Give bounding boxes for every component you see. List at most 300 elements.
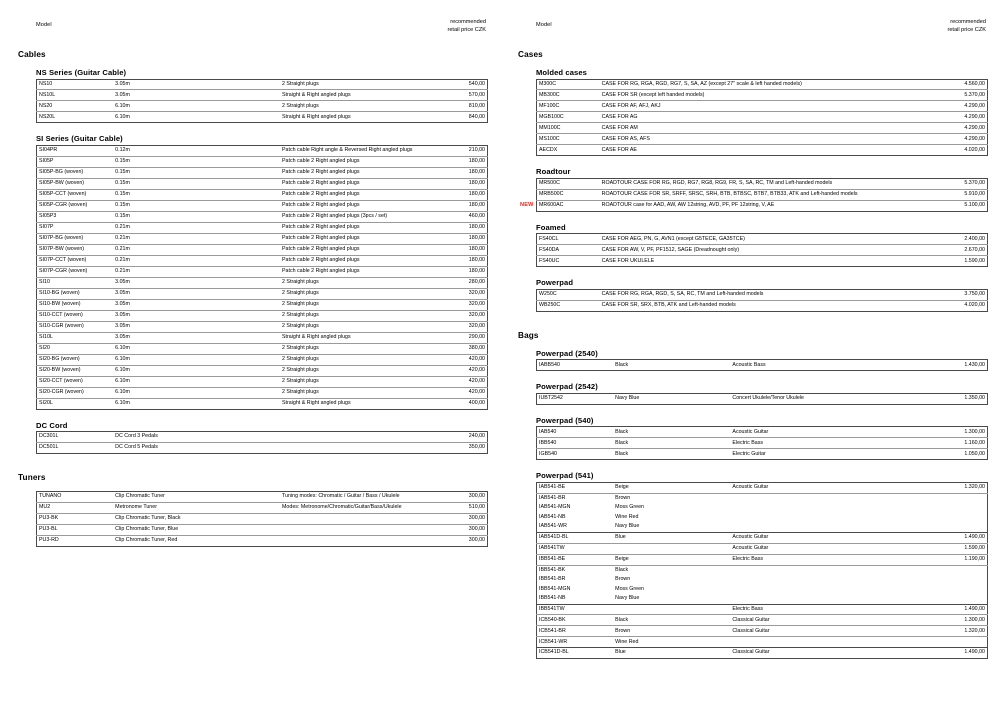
cell-model: SI07P-BW (woven) xyxy=(37,244,114,255)
cell-model: SI05P-BG (woven) xyxy=(37,167,114,178)
cell-spec: 6.10m xyxy=(113,101,280,112)
cell-color: Beige xyxy=(613,554,730,565)
cell-price: 180,00 xyxy=(429,233,488,244)
product-group xyxy=(36,421,488,454)
price-table xyxy=(536,233,988,267)
cell-spec: 3.05m xyxy=(113,321,280,332)
cell-description: Electric Bass xyxy=(730,604,928,615)
table-row xyxy=(37,211,488,222)
table-row xyxy=(537,565,988,575)
bags-groups xyxy=(518,349,988,659)
cell-model: IABB540 xyxy=(539,361,560,368)
cell-spec: 6.10m xyxy=(113,343,280,354)
cell-model: MM100C xyxy=(537,123,600,134)
table-row xyxy=(537,134,988,145)
table-row-new xyxy=(537,200,988,211)
group-title: Powerpad (541) xyxy=(536,471,594,481)
cell-model: IBB541TW xyxy=(537,604,614,615)
cell-price xyxy=(929,594,988,604)
table-row xyxy=(537,615,988,626)
cell-description xyxy=(280,535,429,546)
cell-description: Patch cable 2 Right angled plugs xyxy=(280,244,429,255)
cell-price: 180,00 xyxy=(429,266,488,277)
cell-price: 4.020,00 xyxy=(929,300,988,311)
price-column-label xyxy=(447,18,486,34)
cell-spec: Clip Chromatic Tuner, Red xyxy=(113,535,280,546)
cell-color: Blue xyxy=(613,647,730,658)
cell-description: 2 Straight plugs xyxy=(280,354,429,365)
cell-spec: 0.15m xyxy=(113,200,280,211)
cell-spec: 3.05m xyxy=(113,288,280,299)
table-row xyxy=(37,432,488,443)
cell-spec: 6.10m xyxy=(113,387,280,398)
cell-description: CASE FOR SR, SRX, BTB, ATK and Left-handed models xyxy=(600,300,929,311)
price-table xyxy=(536,79,988,157)
table-row xyxy=(37,492,488,503)
cell-description: Patch cable 2 Right angled plugs xyxy=(280,200,429,211)
table-row xyxy=(37,332,488,343)
cell-price xyxy=(929,585,988,594)
table-row xyxy=(37,266,488,277)
model-column-label: Model xyxy=(36,22,52,28)
cell-spec: 3.05m xyxy=(113,310,280,321)
cell-price: 1.190,00 xyxy=(929,554,988,565)
price-table xyxy=(36,79,488,124)
cell-color: Black xyxy=(613,615,730,626)
group-title: Powerpad xyxy=(536,278,574,288)
cell-spec: 0.21m xyxy=(113,222,280,233)
cell-model: IAB541-NB xyxy=(539,513,566,520)
product-group xyxy=(520,167,988,211)
cell-model: MS100C xyxy=(537,134,600,145)
cell-description xyxy=(730,522,928,532)
cell-description xyxy=(730,513,928,522)
cell-description: Acoustic Bass xyxy=(732,361,766,368)
cell-description xyxy=(730,493,928,503)
cell-price: 1.320,00 xyxy=(929,482,988,493)
product-group xyxy=(536,68,988,156)
cell-price: 180,00 xyxy=(429,244,488,255)
cell-description: Patch cable 2 Right angled plugs xyxy=(280,222,429,233)
table-row xyxy=(537,532,988,543)
cell-description: 2 Straight plugs xyxy=(280,79,429,90)
cell-price: 1.050,00 xyxy=(929,449,988,460)
cell-model: TUNANO xyxy=(37,492,114,503)
cell-description: 2 Straight plugs xyxy=(280,310,429,321)
price-table xyxy=(536,359,988,371)
cell-price xyxy=(929,513,988,522)
cell-price: 460,00 xyxy=(429,211,488,222)
cell-model: NS20L xyxy=(37,112,114,123)
cell-model: DC301L xyxy=(37,432,114,443)
price-table xyxy=(536,482,988,659)
cell-model: MGB100C xyxy=(537,112,600,123)
cell-price: 180,00 xyxy=(429,222,488,233)
cell-model: PU3-BL xyxy=(37,524,114,535)
cell-description: 2 Straight plugs xyxy=(280,343,429,354)
cell-color: Black xyxy=(615,566,629,573)
cell-description: CASE FOR RG, RGA, RGD, RG7, S, SA, AZ (except 27" scale & left handed models) xyxy=(600,79,929,90)
table-row xyxy=(37,101,488,112)
product-group xyxy=(536,471,988,659)
cell-description: Acoustic Guitar xyxy=(730,427,928,438)
cell-model: SI20-BW (woven) xyxy=(37,365,114,376)
product-group xyxy=(36,68,488,123)
cell-model: DC501L xyxy=(37,443,114,454)
cell-spec: 0.12m xyxy=(113,145,280,156)
price-label-line2-right: retail price CZK xyxy=(947,27,986,34)
cell-description xyxy=(730,575,928,584)
cell-description: 2 Straight plugs xyxy=(280,365,429,376)
cell-model: IAB541TW xyxy=(537,543,614,554)
cell-description: Straight & Right angled plugs xyxy=(280,332,429,343)
cell-model: MR500C xyxy=(537,178,600,189)
table-row xyxy=(537,393,988,404)
cell-description: 2 Straight plugs xyxy=(280,387,429,398)
cell-price: 4.560,00 xyxy=(929,79,988,90)
cell-description: Concert Ukulele/Tenor Ukulele xyxy=(732,395,804,402)
table-row xyxy=(37,156,488,167)
cell-spec: 0.21m xyxy=(113,255,280,266)
table-row xyxy=(37,90,488,101)
cell-model: AECDX xyxy=(537,145,600,156)
cell-color: Blue xyxy=(613,532,730,543)
cell-description xyxy=(730,565,928,575)
cell-description: Classical Guitar xyxy=(730,615,928,626)
table-row xyxy=(537,604,988,615)
table-row xyxy=(537,189,988,200)
cell-color: Moss Green xyxy=(615,504,645,511)
product-group xyxy=(536,382,988,404)
cell-description: Acoustic Guitar xyxy=(730,543,928,554)
cell-model: FS40CL xyxy=(537,234,600,245)
cell-description: 2 Straight plugs xyxy=(280,376,429,387)
cell-model: FS40UC xyxy=(537,256,600,267)
section-title-cables: Cables xyxy=(18,50,46,59)
cell-price: 180,00 xyxy=(429,200,488,211)
cell-model: SI05P-CGR (woven) xyxy=(37,200,114,211)
table-row xyxy=(537,289,988,300)
cell-description xyxy=(730,585,928,594)
cell-price: 420,00 xyxy=(429,365,488,376)
product-group xyxy=(536,223,988,267)
cell-model: IBB541-BE xyxy=(537,554,614,565)
table-row xyxy=(537,449,988,460)
cell-price: 4.020,00 xyxy=(929,145,988,156)
cell-price: 300,00 xyxy=(429,535,488,546)
cell-model: NS10L xyxy=(37,90,114,101)
table-row xyxy=(537,300,988,311)
price-label-line2: retail price CZK xyxy=(447,27,486,34)
cell-model: IBB541-NB xyxy=(539,595,566,602)
cell-model: MRB500C xyxy=(537,189,600,200)
cell-description xyxy=(280,524,429,535)
price-table xyxy=(36,431,488,454)
table-row xyxy=(537,438,988,449)
cell-price: 5.100,00 xyxy=(929,200,988,211)
cell-description: CASE FOR AG xyxy=(600,112,929,123)
cell-color: Beige xyxy=(613,482,730,493)
cell-spec: 6.10m xyxy=(113,365,280,376)
table-row xyxy=(37,178,488,189)
cell-color: Brown xyxy=(613,626,730,637)
group-title: Foamed xyxy=(536,222,566,232)
cell-model: SI07P-CGR (woven) xyxy=(37,266,114,277)
product-group xyxy=(36,491,488,547)
cell-price: 280,00 xyxy=(429,277,488,288)
table-row xyxy=(37,321,488,332)
cell-price: 1.490,00 xyxy=(929,532,988,543)
cell-model: IAB541-BE xyxy=(537,482,614,493)
cell-price: 5.370,00 xyxy=(929,90,988,101)
cell-description: CASE FOR UKULELE xyxy=(600,256,929,267)
table-row xyxy=(537,178,988,189)
cell-description: ROADTOUR CASE FOR RG, RGD, RG7, RG8, RG9, FR, S, SA, RC, TM and Left-handed models xyxy=(600,178,929,189)
cell-model: SI10L xyxy=(37,332,114,343)
cell-price xyxy=(929,565,988,575)
cell-color: Black xyxy=(613,438,730,449)
section-title-tuners: Tuners xyxy=(18,473,46,483)
cell-model: PU3-RD xyxy=(37,535,114,546)
cell-price: 4.290,00 xyxy=(929,134,988,145)
table-row xyxy=(37,443,488,454)
cell-price: 810,00 xyxy=(429,101,488,112)
cell-model: W250C xyxy=(537,289,600,300)
group-title: Powerpad (2542) xyxy=(536,382,598,392)
cell-model: IBB541-BR xyxy=(539,576,566,583)
cell-description: Patch cable 2 Right angled plugs xyxy=(280,178,429,189)
table-row xyxy=(37,514,488,525)
cases-groups xyxy=(518,68,988,312)
price-label-line1: recommended xyxy=(450,19,486,25)
cell-model: SI20 xyxy=(37,343,114,354)
cell-model: SI20-BG (woven) xyxy=(37,354,114,365)
table-row xyxy=(537,482,988,493)
cell-price xyxy=(929,503,988,512)
cell-spec: 0.15m xyxy=(113,178,280,189)
table-row xyxy=(537,493,988,503)
cell-price: 510,00 xyxy=(429,503,488,514)
cell-price xyxy=(929,493,988,503)
table-row xyxy=(537,626,988,637)
price-label-line1-right: recommended xyxy=(950,19,986,25)
cell-spec: 6.10m xyxy=(113,354,280,365)
cell-model: SI20-CGR (woven) xyxy=(37,387,114,398)
cell-model: IGB540 xyxy=(537,449,614,460)
cell-spec: Clip Chromatic Tuner xyxy=(113,492,280,503)
cell-price: 1.490,00 xyxy=(929,647,988,658)
cell-price: 4.290,00 xyxy=(929,112,988,123)
group-title: Molded cases xyxy=(536,68,588,77)
right-column xyxy=(500,0,1000,707)
cell-description: 2 Straight plugs xyxy=(280,288,429,299)
cell-price: 5.910,00 xyxy=(929,189,988,200)
cell-description: Straight & Right angled plugs xyxy=(280,398,429,409)
cell-description: Patch cable 2 Right angled plugs (3pcs / set) xyxy=(280,211,429,222)
cell-model: SI07P-BG (woven) xyxy=(37,233,114,244)
cell-spec: 3.05m xyxy=(113,90,280,101)
cell-price: 320,00 xyxy=(429,299,488,310)
cell-model: SI04PR xyxy=(37,145,114,156)
cell-color: Black xyxy=(613,427,730,438)
table-row xyxy=(37,222,488,233)
table-row xyxy=(37,299,488,310)
cell-price: 1.590,00 xyxy=(929,256,988,267)
cell-price: 300,00 xyxy=(429,492,488,503)
cell-spec: 3.05m xyxy=(113,277,280,288)
cell-price: 400,00 xyxy=(429,398,488,409)
cell-model: SI20L xyxy=(37,398,114,409)
cell-description: Electric Bass xyxy=(730,554,928,565)
table-row xyxy=(537,234,988,245)
cell-price: 380,00 xyxy=(429,343,488,354)
cell-price: 180,00 xyxy=(429,255,488,266)
cell-model: MB300C xyxy=(537,90,600,101)
cell-description: Patch cable 2 Right angled plugs xyxy=(280,156,429,167)
cell-description: Patch cable 2 Right angled plugs xyxy=(280,189,429,200)
cell-description: Patch cable 2 Right angled plugs xyxy=(280,266,429,277)
product-group xyxy=(536,416,988,460)
table-row xyxy=(37,145,488,156)
cell-model: SI05P3 xyxy=(37,211,114,222)
cell-description xyxy=(730,503,928,512)
table-row xyxy=(537,79,988,90)
cell-color: Black xyxy=(615,361,629,368)
cell-price: 320,00 xyxy=(429,321,488,332)
group-title: Powerpad (2540) xyxy=(536,348,598,358)
cell-model: ICB541D-BL xyxy=(537,647,614,658)
table-row xyxy=(37,535,488,546)
cell-price: 840,00 xyxy=(429,112,488,123)
cell-spec: Clip Chromatic Tuner, Black xyxy=(113,514,280,525)
cell-description: ROADTOUR case for AAD, AW, AW 12string, AVD, PF, PF 12string, V, AE xyxy=(600,200,929,211)
cell-price: 1.300,00 xyxy=(929,615,988,626)
cell-spec: 3.05m xyxy=(113,332,280,343)
cell-model: SI10-BG (woven) xyxy=(37,288,114,299)
cell-price: 420,00 xyxy=(429,387,488,398)
cell-price: 290,00 xyxy=(429,332,488,343)
cell-price: 1.490,00 xyxy=(929,604,988,615)
new-badge: NEW xyxy=(520,201,534,208)
group-title: DC Cord xyxy=(36,420,68,430)
table-row xyxy=(537,522,988,532)
table-row xyxy=(537,637,988,647)
cell-description: 2 Straight plugs xyxy=(280,277,429,288)
cell-price: 240,00 xyxy=(429,432,488,443)
cell-spec: 6.10m xyxy=(113,398,280,409)
cell-spec: Metronome Tuner xyxy=(113,503,280,514)
table-row xyxy=(537,543,988,554)
table-row xyxy=(37,112,488,123)
cell-spec: 0.21m xyxy=(113,244,280,255)
cell-description: Acoustic Guitar xyxy=(730,532,928,543)
cell-model: WB250C xyxy=(537,300,600,311)
table-row xyxy=(537,427,988,438)
cell-model: MR600AC xyxy=(537,200,600,211)
cell-price: 350,00 xyxy=(429,443,488,454)
price-table xyxy=(536,289,988,312)
cell-price: 210,00 xyxy=(429,145,488,156)
product-group xyxy=(536,278,988,311)
cell-price: 420,00 xyxy=(429,354,488,365)
cell-spec: 3.05m xyxy=(113,79,280,90)
product-group xyxy=(36,134,488,409)
table-row xyxy=(537,585,988,594)
cell-price: 540,00 xyxy=(429,79,488,90)
table-row xyxy=(537,123,988,134)
table-row xyxy=(537,112,988,123)
cell-description: CASE FOR SR (except left handed models) xyxy=(600,90,929,101)
table-row xyxy=(37,310,488,321)
cell-description: Classical Guitar xyxy=(730,626,928,637)
cell-model: IAB540 xyxy=(537,427,614,438)
table-row xyxy=(537,145,988,156)
cell-spec: 6.10m xyxy=(113,112,280,123)
cell-price: 3.750,00 xyxy=(929,289,988,300)
cell-price: 180,00 xyxy=(429,156,488,167)
price-table xyxy=(536,393,988,405)
cell-model: IUBT2542 xyxy=(539,395,563,402)
cell-model: SI05P-BW (woven) xyxy=(37,178,114,189)
cell-color: Black xyxy=(613,449,730,460)
group-title: NS Series (Guitar Cable) xyxy=(36,68,127,77)
table-row xyxy=(37,398,488,409)
cell-price: 180,00 xyxy=(429,178,488,189)
cell-model: IAB541-MGN xyxy=(539,504,571,511)
right-column-header xyxy=(518,18,988,44)
price-table xyxy=(36,491,488,547)
cell-model: SI10-BW (woven) xyxy=(37,299,114,310)
table-row xyxy=(537,554,988,565)
cell-model: ICB540-BK xyxy=(537,615,614,626)
cell-color: Moss Green xyxy=(615,585,645,592)
cell-price: 5.370,00 xyxy=(929,178,988,189)
group-title: Roadtour xyxy=(536,167,571,177)
cell-description: Straight & Right angled plugs xyxy=(280,90,429,101)
cell-model: SI10-CGR (woven) xyxy=(37,321,114,332)
cell-model: NS10 xyxy=(37,79,114,90)
table-row xyxy=(537,256,988,267)
cell-spec: 6.10m xyxy=(113,376,280,387)
cell-spec: DC Cord 3 Pedals xyxy=(113,432,429,443)
cell-description: Classical Guitar xyxy=(730,647,928,658)
price-table xyxy=(36,145,488,410)
cell-model: M300C xyxy=(537,79,600,90)
cell-color xyxy=(613,604,730,615)
cell-price: 180,00 xyxy=(429,167,488,178)
table-row xyxy=(37,244,488,255)
table-row xyxy=(37,79,488,90)
table-row xyxy=(37,255,488,266)
table-row xyxy=(37,343,488,354)
table-row xyxy=(37,524,488,535)
price-table xyxy=(536,178,988,212)
cell-description xyxy=(730,637,928,647)
cell-spec: 0.21m xyxy=(113,233,280,244)
table-row xyxy=(537,594,988,604)
cell-model: SI05P-CCT (woven) xyxy=(37,189,114,200)
cell-description: ROADTOUR CASE FOR SR, SRFF, SRSC, SRH, BTB, BTBSC, BTB7, BTB33, ATK and Left-handed models xyxy=(600,189,929,200)
section-title-bags: Bags xyxy=(518,330,539,340)
cell-model: IBB540 xyxy=(537,438,614,449)
cell-model: PU3-BK xyxy=(37,514,114,525)
cell-description xyxy=(730,594,928,604)
cell-model: IAB541-BR xyxy=(539,494,566,501)
cell-model: SI10-CCT (woven) xyxy=(37,310,114,321)
table-row xyxy=(537,101,988,112)
cell-price: 320,00 xyxy=(429,288,488,299)
cell-description: Tuning modes: Chromatic / Guitar / Bass / Ukulele xyxy=(280,492,429,503)
